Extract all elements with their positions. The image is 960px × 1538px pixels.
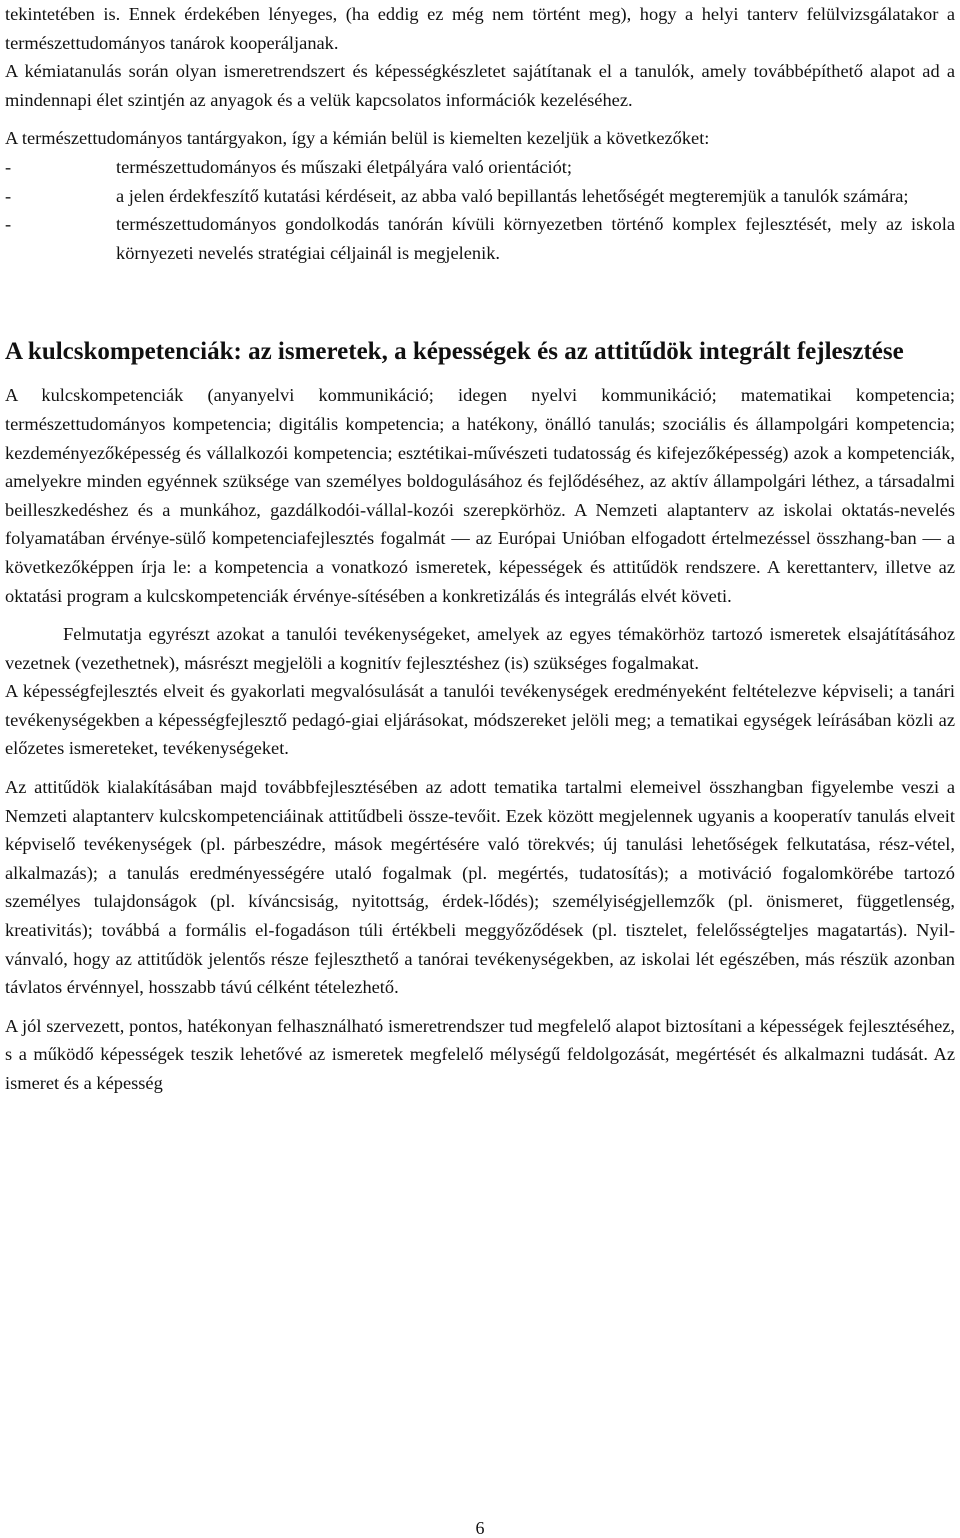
paragraph-spacer [5, 1002, 955, 1012]
list-item: - természettudományos gondolkodás tanórán kívüli környezetben történő komplex fejlesztését, mely az iskola környezeti nevelés stratégiai céljainál is megjelenik. [5, 210, 955, 267]
paragraph-chemistry-learning: A kémiatanulás során olyan ismeretrendszert és képességkészletet sajátítanak el a tanulók, amely továbbépíthető alapot ad a mindennapi élet szintjén az anyagok és a velük kapcsolatos információk kezeléséhez. [5, 61, 955, 110]
section-heading: A kulcskompetenciák: az ismeretek, a képességek és az attitűdök integrált fejlesztése [5, 338, 904, 366]
paragraph-science-subjects: A természettudományos tantárgyakon, így a kémián belül is kiemelten kezeljük a következőket: [5, 128, 710, 149]
paragraph-key-competences: A kulcskompetenciák (anyanyelvi kommunikáció; idegen nyelvi kommunikáció; matematikai kompetencia; természettudományos kompetencia; digitális kompetencia; a hatékony, önálló tanulás; szociális és állampolgári kompetencia; kezdeményezőképesség és vállalkozói kompetencia; esztétikai-művészeti tudatosság és kifejezőképesség) azok a kompetenciák, amelyekre minden egyénnek szüksége van személyes boldogulásához és fejlődéséhez, az aktív állampolgári léthez, a társadalmi beilleszkedéshez és a munkához, gazdálkodói-vállal-kozói szerepkörhöz. A Nemzeti alaptanterv az iskolai oktatás-nevelés folyamatában érvénye-sülő kompetenciafejlesztés fogalmát — az Európai Unióban elfogadott értelmezéssel összhang-ban — a következőképpen írja le: a kompetencia a vonatkozó ismeretek, képességek és attitűdök rendszere. A kerettanterv, illetve az oktatási program a kulcskompetenciák érvénye-sítésében a konkretizálás és integrálás elvét követi. [5, 385, 955, 606]
paragraph-activities: Felmutatja egyrészt azokat a tanulói tevékenységeket, amelyek az egyes témakörhöz tartozó ismeretek elsajátításához vezetnek (vezethetnek), másrészt megjelöli a kognitív fejlesztéshez (is) szükséges fogalmakat. [5, 624, 955, 673]
paragraph-continuation: tekintetében is. Ennek érdekében lényeges, (ha eddig ez még nem történt meg), hogy a helyi tanterv felülvizsgálatakor a természettudományos tanárok kooperáljanak. [5, 4, 955, 53]
list-item: - a jelen érdekfeszítő kutatási kérdéseit, az abba való bepillantás lehetőségét megteremjük a tanulók számára; [5, 182, 955, 211]
paragraph-attitudes: Az attitűdök kialakításában majd továbbfejlesztésében az adott tematika tartalmi elemeivel összhangban figyelembe veszi a Nemzeti alaptanterv kulcskompetenciáinak attitűdbeli össze-tevőit. Ezek között megjelennek ugyanis a kooperatív tanulás elveit képviselő tevékenységek (pl. párbeszédre, mások megértésére való törekvés; új tanulási lehetőségek felkutatása, rész-vétel, alkalmazás); a tanulás eredményességére utaló fogalmak (pl. megértés, tudatosítás); a motiváció fogalomkörébe tartozó személyes tulajdonságok (pl. kíváncsiság, nyitottság, érdek-lődés); személyiségjellemzők (pl. önismeret, függetlenség, kreativitás); továbbá a formális el-fogadáson túli értékbeli meggyőződések (pl. tisztelet, felelősségteljes magatartás). Nyil-vánvaló, hogy az attitűdök jelentős része fejleszthető a tanórai tevékenységekben, az iskolai lét egészében, más részük azonban távlatos érvénnyel, hosszabb távú célként tételezhető. [5, 777, 955, 998]
paragraph-knowledge-system: A jól szervezett, pontos, hatékonyan felhasználható ismeretrendszer tud megfelelő alapot biztosítani a képességek fejlesztéséhez, s a működő képességek teszik lehetővé az ismeretek megfelelő mélységű feldolgozását, megértését és alkalmazni tudását. Az ismeret és a képesség [5, 1015, 955, 1093]
paragraph-spacer [5, 763, 955, 773]
paragraph-spacer [5, 114, 955, 124]
paragraph-skill-development: A képességfejlesztés elveit és gyakorlati megvalósulását a tanulói tevékenységek eredményeként feltételezve képviseli; a tanári tevékenységekben a képességfejlesztő pedagó-giai eljárásokat, módszereket jelöli meg; a tematikai egységek leírásában közli az előzetes ismereteket, tevékenységeket. [5, 681, 955, 759]
priority-list [5, 153, 955, 267]
page-number: 6 [475, 1518, 485, 1538]
paragraph-spacer [5, 610, 955, 620]
list-item: - természettudományos és műszaki életpályára való orientációt; [5, 153, 955, 182]
